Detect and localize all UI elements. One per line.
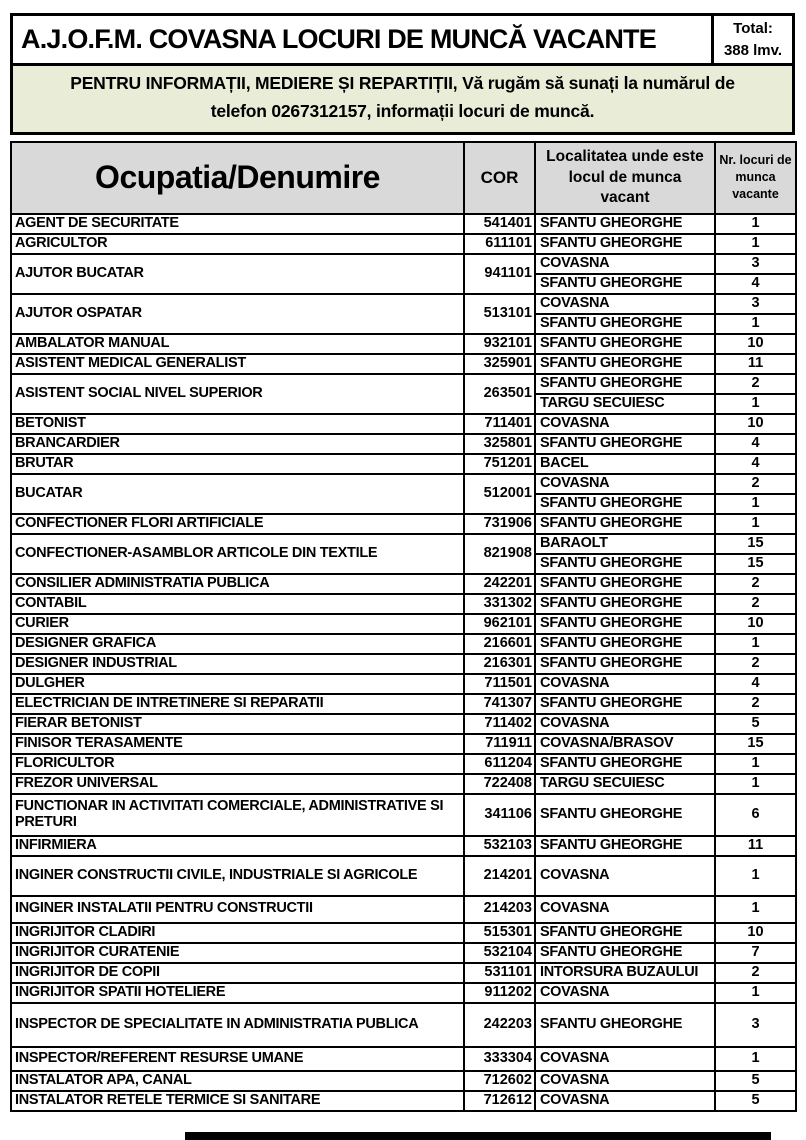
location-cell: COVASNA bbox=[535, 714, 715, 734]
cor-cell: 263501 bbox=[464, 374, 535, 414]
title-box bbox=[10, 13, 795, 66]
count-cell: 1 bbox=[715, 754, 796, 774]
total-value: 388 lmv. bbox=[723, 41, 783, 59]
table-row bbox=[11, 614, 796, 634]
location-cell: SFANTU GHEORGHE bbox=[535, 554, 715, 574]
info-banner-line2: telefon 0267312157, informații locuri de muncă. bbox=[210, 101, 595, 122]
location-cell: SFANTU GHEORGHE bbox=[535, 334, 715, 354]
column-header-locality: Localitatea unde este locul de munca vacant bbox=[535, 142, 715, 214]
occupation-cell: CURIER bbox=[11, 614, 464, 634]
cor-cell: 341106 bbox=[464, 794, 535, 836]
table-row bbox=[11, 354, 796, 374]
cor-cell: 331302 bbox=[464, 594, 535, 614]
table-row bbox=[11, 1003, 796, 1047]
cor-cell: 532103 bbox=[464, 836, 535, 856]
count-cell: 2 bbox=[715, 654, 796, 674]
table-row bbox=[11, 734, 796, 754]
occupation-cell: INSPECTOR/REFERENT RESURSE UMANE bbox=[11, 1047, 464, 1071]
location-cell: COVASNA/BRASOV bbox=[535, 734, 715, 754]
table-row bbox=[11, 1091, 796, 1111]
count-cell: 1 bbox=[715, 856, 796, 896]
count-cell: 5 bbox=[715, 1071, 796, 1091]
occupation-cell: ASISTENT SOCIAL NIVEL SUPERIOR bbox=[11, 374, 464, 414]
header-row bbox=[11, 142, 796, 214]
location-cell: COVASNA bbox=[535, 1091, 715, 1111]
count-cell: 1 bbox=[715, 983, 796, 1003]
cor-cell: 932101 bbox=[464, 334, 535, 354]
cor-cell: 712602 bbox=[464, 1071, 535, 1091]
count-cell: 2 bbox=[715, 594, 796, 614]
occupation-cell: INSPECTOR DE SPECIALITATE IN ADMINISTRATIA PUBLICA bbox=[11, 1003, 464, 1047]
cor-cell: 325901 bbox=[464, 354, 535, 374]
occupation-cell: INGINER INSTALATII PENTRU CONSTRUCTII bbox=[11, 896, 464, 923]
table-row bbox=[11, 774, 796, 794]
count-cell: 1 bbox=[715, 896, 796, 923]
count-cell: 15 bbox=[715, 534, 796, 554]
occupation-cell: INGRIJITOR SPATII HOTELIERE bbox=[11, 983, 464, 1003]
cor-cell: 722408 bbox=[464, 774, 535, 794]
occupation-cell: BUCATAR bbox=[11, 474, 464, 514]
cor-cell: 242203 bbox=[464, 1003, 535, 1047]
location-cell: SFANTU GHEORGHE bbox=[535, 214, 715, 234]
count-cell: 1 bbox=[715, 314, 796, 334]
location-cell: SFANTU GHEORGHE bbox=[535, 923, 715, 943]
table-row bbox=[11, 1071, 796, 1091]
table-row bbox=[11, 454, 796, 474]
cor-cell: 711401 bbox=[464, 414, 535, 434]
count-cell: 4 bbox=[715, 274, 796, 294]
column-header-vacancies: Nr. locuri de munca vacante bbox=[715, 142, 796, 214]
table-row bbox=[11, 474, 796, 494]
location-cell: BARAOLT bbox=[535, 534, 715, 554]
location-cell: COVASNA bbox=[535, 983, 715, 1003]
table-row bbox=[11, 983, 796, 1003]
location-cell: SFANTU GHEORGHE bbox=[535, 634, 715, 654]
location-cell: COVASNA bbox=[535, 856, 715, 896]
location-cell: SFANTU GHEORGHE bbox=[535, 234, 715, 254]
cor-cell: 333304 bbox=[464, 1047, 535, 1071]
total-label: Total: bbox=[733, 19, 773, 37]
location-cell: SFANTU GHEORGHE bbox=[535, 654, 715, 674]
location-cell: COVASNA bbox=[535, 294, 715, 314]
next-row-fragment bbox=[185, 1132, 771, 1140]
table-row bbox=[11, 694, 796, 714]
occupation-cell: BRANCARDIER bbox=[11, 434, 464, 454]
table-row bbox=[11, 896, 796, 923]
cor-cell: 611204 bbox=[464, 754, 535, 774]
occupation-cell: INFIRMIERA bbox=[11, 836, 464, 856]
table-row bbox=[11, 856, 796, 896]
location-cell: SFANTU GHEORGHE bbox=[535, 494, 715, 514]
count-cell: 10 bbox=[715, 614, 796, 634]
occupation-cell: CONTABIL bbox=[11, 594, 464, 614]
table-row bbox=[11, 943, 796, 963]
cor-cell: 711911 bbox=[464, 734, 535, 754]
occupation-cell: FREZOR UNIVERSAL bbox=[11, 774, 464, 794]
count-cell: 5 bbox=[715, 714, 796, 734]
table-row bbox=[11, 294, 796, 314]
location-cell: SFANTU GHEORGHE bbox=[535, 614, 715, 634]
cor-cell: 731906 bbox=[464, 514, 535, 534]
count-cell: 2 bbox=[715, 694, 796, 714]
count-cell: 3 bbox=[715, 294, 796, 314]
location-cell: SFANTU GHEORGHE bbox=[535, 1003, 715, 1047]
occupation-cell: AGRICULTOR bbox=[11, 234, 464, 254]
location-cell: SFANTU GHEORGHE bbox=[535, 794, 715, 836]
vacancies-table-body bbox=[11, 214, 796, 1111]
location-cell: TARGU SECUIESC bbox=[535, 774, 715, 794]
table-row bbox=[11, 923, 796, 943]
count-cell: 2 bbox=[715, 963, 796, 983]
cor-cell: 515301 bbox=[464, 923, 535, 943]
table-row bbox=[11, 234, 796, 254]
location-cell: SFANTU GHEORGHE bbox=[535, 754, 715, 774]
count-cell: 5 bbox=[715, 1091, 796, 1111]
cor-cell: 741307 bbox=[464, 694, 535, 714]
occupation-cell: INGINER CONSTRUCTII CIVILE, INDUSTRIALE SI AGRICOLE bbox=[11, 856, 464, 896]
cor-cell: 512001 bbox=[464, 474, 535, 514]
count-cell: 4 bbox=[715, 674, 796, 694]
column-header-occupation: Ocupatia/Denumire bbox=[11, 142, 464, 214]
count-cell: 1 bbox=[715, 1047, 796, 1071]
occupation-cell: DULGHER bbox=[11, 674, 464, 694]
occupation-cell: BETONIST bbox=[11, 414, 464, 434]
count-cell: 11 bbox=[715, 354, 796, 374]
occupation-cell: AMBALATOR MANUAL bbox=[11, 334, 464, 354]
cor-cell: 216301 bbox=[464, 654, 535, 674]
vacancies-table-header bbox=[11, 142, 796, 214]
cor-cell: 911202 bbox=[464, 983, 535, 1003]
cor-cell: 214201 bbox=[464, 856, 535, 896]
occupation-cell: BRUTAR bbox=[11, 454, 464, 474]
count-cell: 10 bbox=[715, 923, 796, 943]
location-cell: COVASNA bbox=[535, 674, 715, 694]
location-cell: SFANTU GHEORGHE bbox=[535, 943, 715, 963]
location-cell: SFANTU GHEORGHE bbox=[535, 594, 715, 614]
occupation-cell: FINISOR TERASAMENTE bbox=[11, 734, 464, 754]
occupation-cell: DESIGNER INDUSTRIAL bbox=[11, 654, 464, 674]
location-cell: SFANTU GHEORGHE bbox=[535, 354, 715, 374]
location-cell: COVASNA bbox=[535, 1071, 715, 1091]
table-row bbox=[11, 714, 796, 734]
cor-cell: 541401 bbox=[464, 214, 535, 234]
count-cell: 10 bbox=[715, 334, 796, 354]
location-cell: COVASNA bbox=[535, 1047, 715, 1071]
table-row bbox=[11, 674, 796, 694]
table-row bbox=[11, 654, 796, 674]
info-banner-line1: PENTRU INFORMAȚII, MEDIERE ȘI REPARTIȚII, Vă rugăm să sunați la numărul de bbox=[70, 73, 735, 93]
count-cell: 1 bbox=[715, 214, 796, 234]
location-cell: INTORSURA BUZAULUI bbox=[535, 963, 715, 983]
info-banner bbox=[10, 66, 795, 135]
count-cell: 3 bbox=[715, 1003, 796, 1047]
table-row bbox=[11, 754, 796, 774]
vacancies-table bbox=[10, 141, 797, 1112]
column-header-cor: COR bbox=[464, 142, 535, 214]
table-row bbox=[11, 594, 796, 614]
location-cell: COVASNA bbox=[535, 474, 715, 494]
occupation-cell: AGENT DE SECURITATE bbox=[11, 214, 464, 234]
table-row bbox=[11, 534, 796, 554]
table-row bbox=[11, 963, 796, 983]
count-cell: 3 bbox=[715, 254, 796, 274]
occupation-cell: AJUTOR OSPATAR bbox=[11, 294, 464, 334]
cor-cell: 962101 bbox=[464, 614, 535, 634]
cor-cell: 611101 bbox=[464, 234, 535, 254]
location-cell: TARGU SECUIESC bbox=[535, 394, 715, 414]
count-cell: 2 bbox=[715, 374, 796, 394]
occupation-cell: CONFECTIONER-ASAMBLOR ARTICOLE DIN TEXTILE bbox=[11, 534, 464, 574]
occupation-cell: DESIGNER GRAFICA bbox=[11, 634, 464, 654]
table-row bbox=[11, 414, 796, 434]
total-cell bbox=[711, 16, 792, 63]
cor-cell: 242201 bbox=[464, 574, 535, 594]
occupation-cell: INGRIJITOR CURATENIE bbox=[11, 943, 464, 963]
table-row bbox=[11, 334, 796, 354]
location-cell: SFANTU GHEORGHE bbox=[535, 694, 715, 714]
location-cell: COVASNA bbox=[535, 254, 715, 274]
occupation-cell: CONFECTIONER FLORI ARTIFICIALE bbox=[11, 514, 464, 534]
table-row bbox=[11, 214, 796, 234]
cor-cell: 325801 bbox=[464, 434, 535, 454]
count-cell: 1 bbox=[715, 494, 796, 514]
count-cell: 15 bbox=[715, 554, 796, 574]
occupation-cell: FLORICULTOR bbox=[11, 754, 464, 774]
cor-cell: 214203 bbox=[464, 896, 535, 923]
count-cell: 1 bbox=[715, 234, 796, 254]
location-cell: SFANTU GHEORGHE bbox=[535, 514, 715, 534]
cor-cell: 513101 bbox=[464, 294, 535, 334]
page-title: A.J.O.F.M. COVASNA LOCURI DE MUNCĂ VACANTE bbox=[21, 24, 656, 54]
location-cell: SFANTU GHEORGHE bbox=[535, 836, 715, 856]
cor-cell: 711501 bbox=[464, 674, 535, 694]
location-cell: SFANTU GHEORGHE bbox=[535, 574, 715, 594]
occupation-cell: INSTALATOR APA, CANAL bbox=[11, 1071, 464, 1091]
location-cell: SFANTU GHEORGHE bbox=[535, 434, 715, 454]
cor-cell: 821908 bbox=[464, 534, 535, 574]
count-cell: 2 bbox=[715, 574, 796, 594]
occupation-cell: FUNCTIONAR IN ACTIVITATI COMERCIALE, ADMINISTRATIVE SI PRETURI bbox=[11, 794, 464, 836]
cor-cell: 531101 bbox=[464, 963, 535, 983]
occupation-cell: CONSILIER ADMINISTRATIA PUBLICA bbox=[11, 574, 464, 594]
count-cell: 6 bbox=[715, 794, 796, 836]
occupation-cell: ASISTENT MEDICAL GENERALIST bbox=[11, 354, 464, 374]
cor-cell: 751201 bbox=[464, 454, 535, 474]
count-cell: 2 bbox=[715, 474, 796, 494]
occupation-cell: INSTALATOR RETELE TERMICE SI SANITARE bbox=[11, 1091, 464, 1111]
occupation-cell: ELECTRICIAN DE INTRETINERE SI REPARATII bbox=[11, 694, 464, 714]
location-cell: COVASNA bbox=[535, 414, 715, 434]
cor-cell: 711402 bbox=[464, 714, 535, 734]
table-row bbox=[11, 254, 796, 274]
count-cell: 1 bbox=[715, 394, 796, 414]
count-cell: 1 bbox=[715, 514, 796, 534]
table-row bbox=[11, 634, 796, 654]
location-cell: SFANTU GHEORGHE bbox=[535, 374, 715, 394]
occupation-cell: AJUTOR BUCATAR bbox=[11, 254, 464, 294]
occupation-cell: INGRIJITOR CLADIRI bbox=[11, 923, 464, 943]
count-cell: 4 bbox=[715, 434, 796, 454]
table-row bbox=[11, 794, 796, 836]
location-cell: COVASNA bbox=[535, 896, 715, 923]
table-row bbox=[11, 836, 796, 856]
cor-cell: 216601 bbox=[464, 634, 535, 654]
table-row bbox=[11, 514, 796, 534]
location-cell: SFANTU GHEORGHE bbox=[535, 274, 715, 294]
location-cell: SFANTU GHEORGHE bbox=[535, 314, 715, 334]
table-row bbox=[11, 1047, 796, 1071]
count-cell: 10 bbox=[715, 414, 796, 434]
cor-cell: 941101 bbox=[464, 254, 535, 294]
count-cell: 1 bbox=[715, 774, 796, 794]
location-cell: BACEL bbox=[535, 454, 715, 474]
table-row bbox=[11, 374, 796, 394]
count-cell: 1 bbox=[715, 634, 796, 654]
count-cell: 4 bbox=[715, 454, 796, 474]
occupation-cell: FIERAR BETONIST bbox=[11, 714, 464, 734]
count-cell: 11 bbox=[715, 836, 796, 856]
occupation-cell: INGRIJITOR DE COPII bbox=[11, 963, 464, 983]
table-row bbox=[11, 434, 796, 454]
cor-cell: 712612 bbox=[464, 1091, 535, 1111]
cor-cell: 532104 bbox=[464, 943, 535, 963]
table-row bbox=[11, 574, 796, 594]
count-cell: 15 bbox=[715, 734, 796, 754]
count-cell: 7 bbox=[715, 943, 796, 963]
